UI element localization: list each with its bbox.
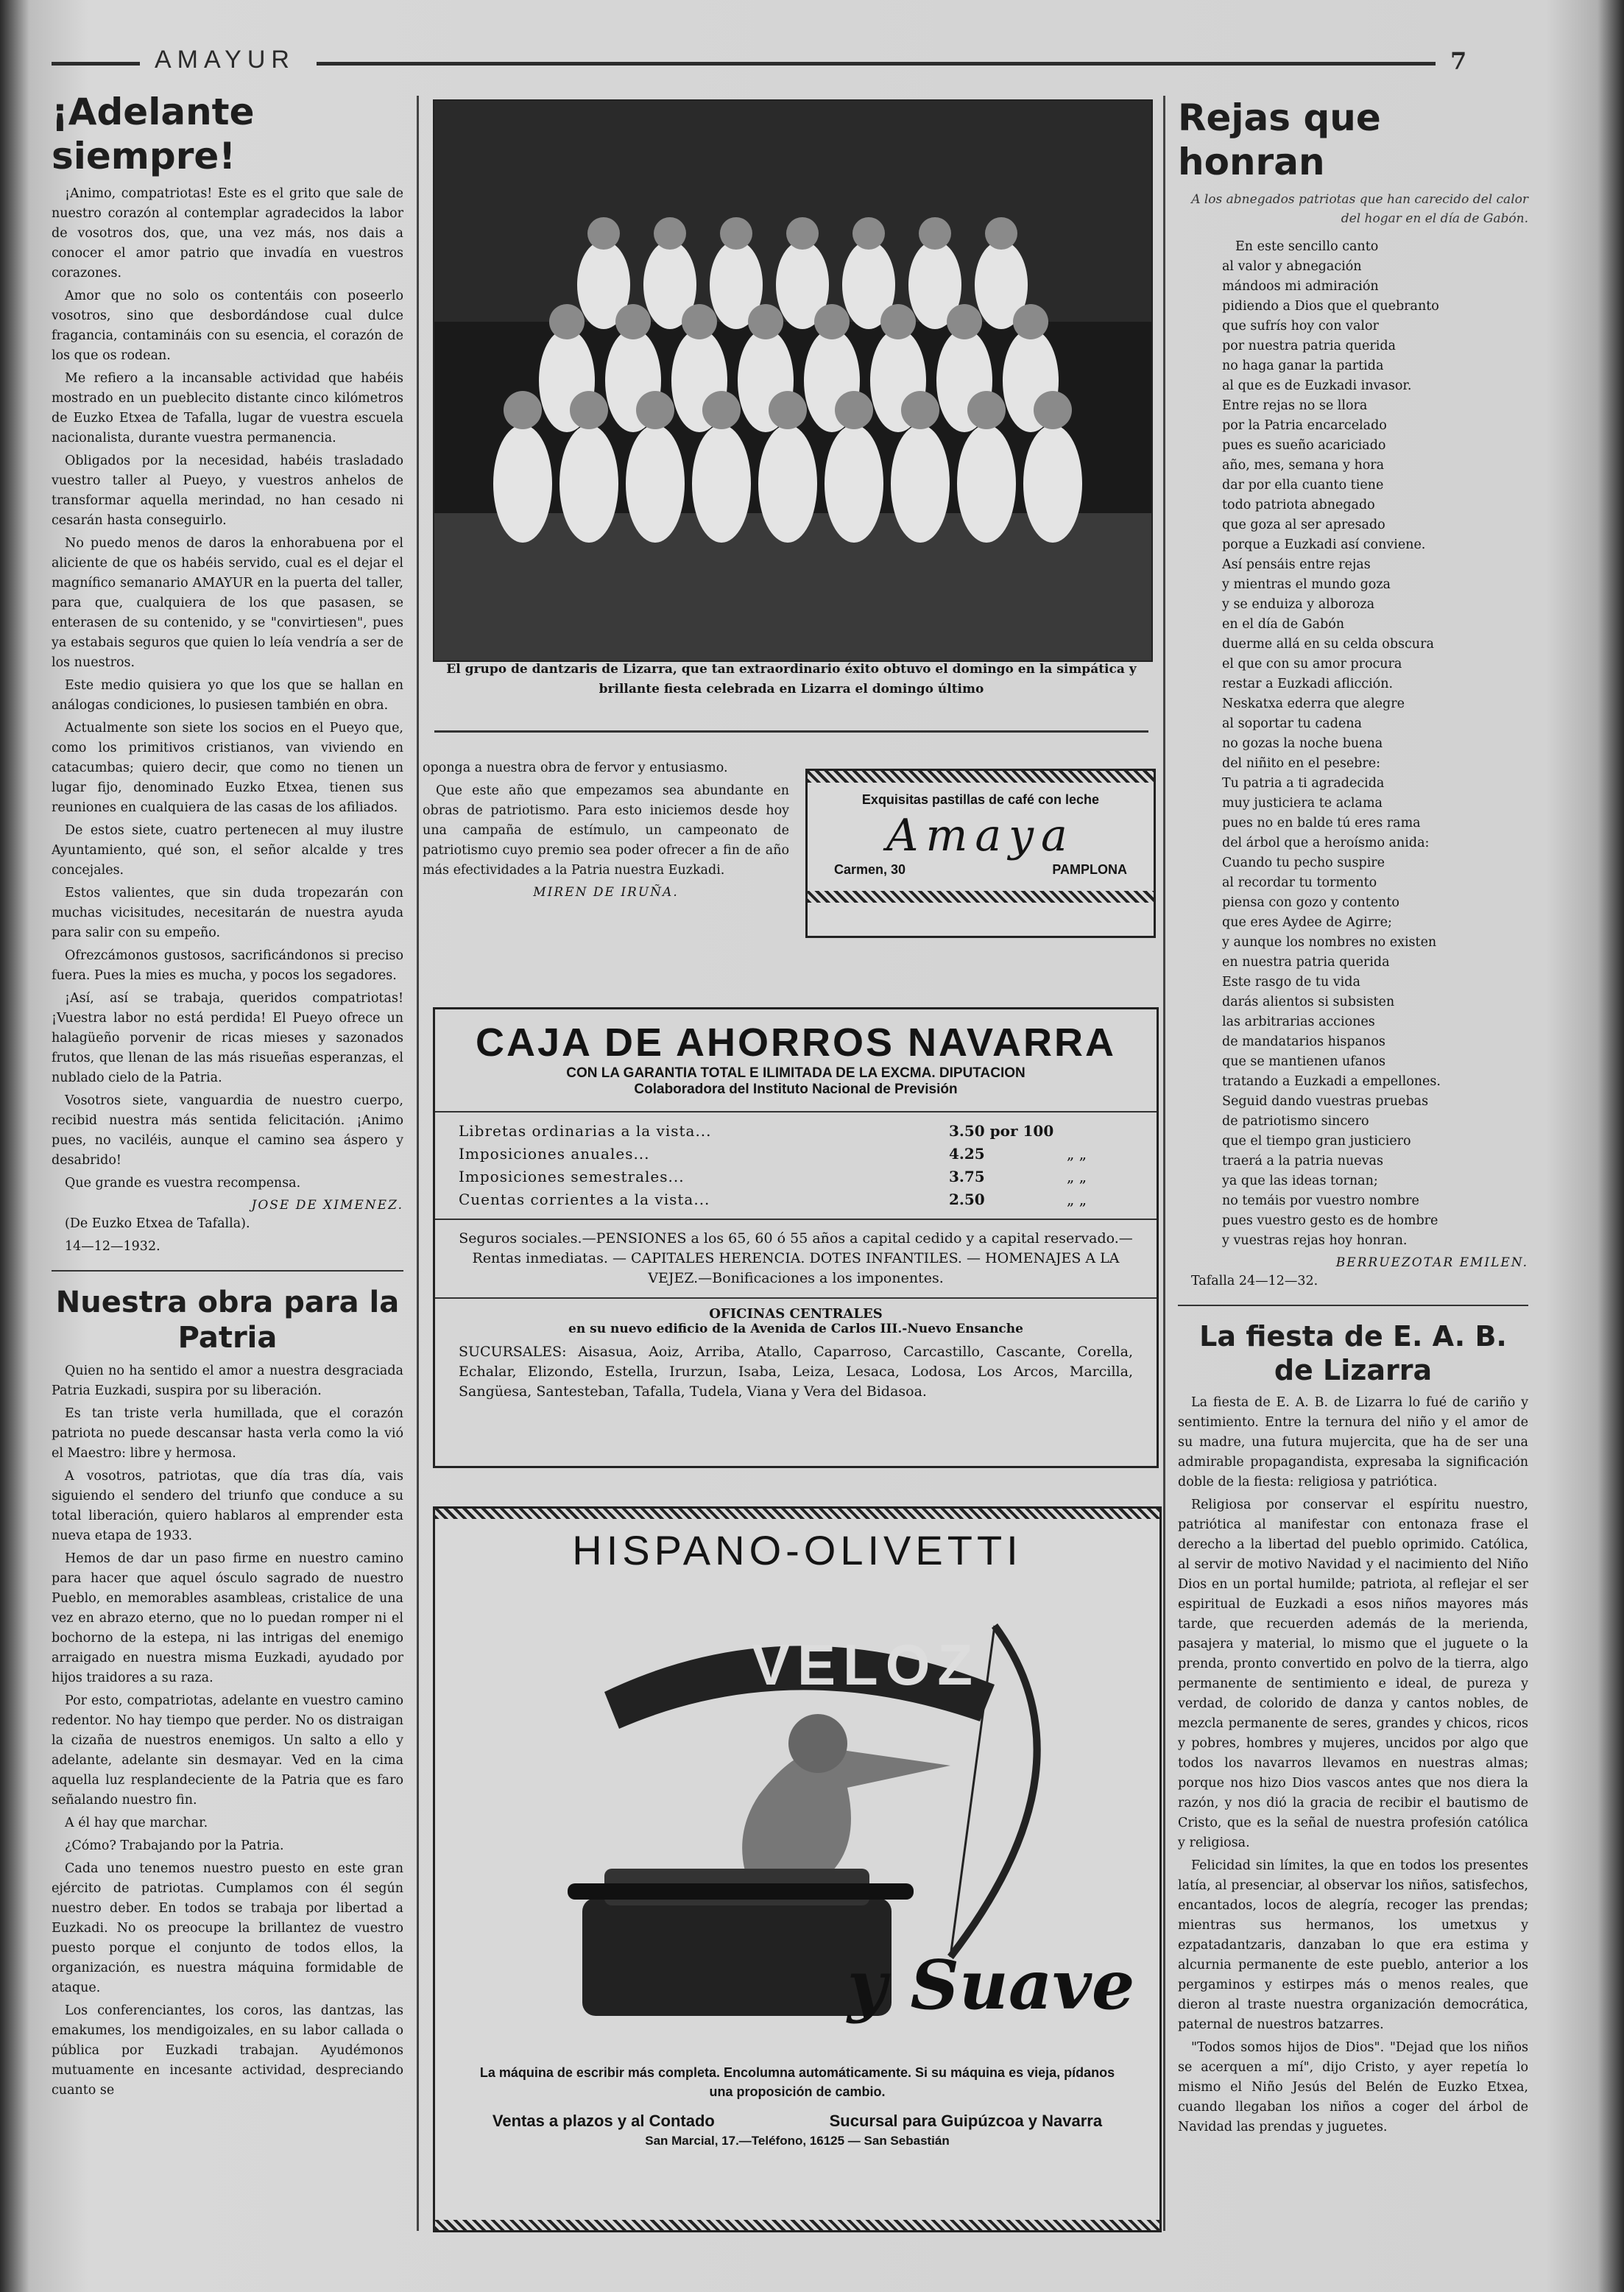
ad-border-pattern — [435, 1509, 1159, 1519]
rate-value: 3.75 — [949, 1168, 985, 1185]
arc-word-veloz: VELOZ — [752, 1632, 981, 1697]
paragraph: oponga a nuestra obra de fervor y entusiasmo. — [423, 761, 728, 775]
ad-caja-title: CAJA DE AHORROS NAVARRA — [475, 1020, 1117, 1065]
paragraph: Vosotros siete, vanguardia de nuestro cuerpo, recibid nuestra más sentida felicitación. ¡Animo pues, no vaciléis, aunque el camino sea áspero y desabrido! — [52, 1093, 403, 1168]
column-rule — [417, 96, 419, 2231]
rate-value: 3.50 por 100 — [949, 1122, 1054, 1140]
rate-row — [459, 1166, 1133, 1188]
ad-border-pattern — [808, 771, 1154, 783]
paragraph: Este medio quisiera yo que los que se hallan en análogas condiciones, lo pusiesen también en obra. — [52, 678, 403, 713]
ad-caja-branches: SUCURSALES: Aisasua, Aoiz, Arriba, Atallo, Caparroso, Carcastillo, Cascante, Corella, Echalar, Elizondo, Estella, Irurzun, Isaba, Leiza, Lesaca, Lodosa, Los Arcos, Marcilla, Sangüesa, Santesteban, Tafalla, Tudela, Viana y Vera del Bidasoa. — [459, 1344, 1133, 1400]
paragraph: ¿Cómo? Trabajando por la Patria. — [65, 1838, 284, 1853]
place-date: Tafalla 24—12—32. — [1191, 1274, 1318, 1288]
rate-label: Cuentas corrientes a la vista... — [459, 1191, 710, 1208]
paragraph: La fiesta de E. A. B. de Lizarra lo fué de cariño y sentimiento. Entre la ternura del niño y el amor de su madre, una futura mujercita, que ha de ser una admirable propagandista, expresaba la significación doble de la fiesta: religiosa y patriótica. — [1178, 1395, 1528, 1489]
paragraph: "Todos somos hijos de Dios". "Dejad que los niños se acerquen a mí", dijo Cristo, y ayer repetía lo mismo el Niño Jesús del Belén de Euzko Etxea, cuando llegaban los niños a coger del árbol de Navidad las prendas y juguetes. — [1178, 2040, 1528, 2134]
paragraph: ¡Animo, compatriotas! Este es el grito que sale de nuestro corazón al contemplar agradecidos la labor de vosotros dos, que, una vez más, nos dais a conocer el amor patrio que invadía en vuestros corazones. — [52, 186, 403, 281]
paragraph: Por esto, compatriotas, adelante en vuestro camino redentor. No hay tiempo que perder. No os distraigan la cizaña de nuestros enemigos. Un salto a ello y adelante, adelante sin desmayar. Ved en la cima aquella luz resplandeciente de la Patria que es faro señalando nuestro fin. — [52, 1693, 403, 1808]
rate-unit: „ „ — [1067, 1145, 1087, 1163]
header-rule-right — [317, 62, 1436, 66]
paragraph: Los conferenciantes, los coros, las dantzas, las emakumes, los mendigoizales, en su labor callada o pública por Euzkadi trabajan. Ayudémonos mutuamente en incesante actividad, despreciando cuanto se — [52, 2003, 403, 2098]
header-rule-left — [52, 62, 140, 66]
ad-amaya — [805, 769, 1156, 938]
rate-value: 4.25 — [949, 1145, 985, 1163]
paragraph: Estos valientes, que sin duda tropezarán con muchas vicisitudes, necesitarán de nuestra ayuda para salir con su empeño. — [52, 886, 403, 940]
rate-value: 2.50 — [949, 1191, 985, 1208]
paragraph: Me refiero a la incansable actividad que habéis mostrado en un pueblecito distante cinco kilómetros de Euzko Etxea de Tafalla, lugar de vuestra escuela nacionalista, durante vuestra permanencia. — [52, 371, 403, 445]
headline-fiesta: La fiesta de E. A. B. de Lizarra — [1199, 1320, 1507, 1386]
page-number: 7 — [1450, 47, 1467, 75]
ad-caja-offices: OFICINAS CENTRALES — [709, 1306, 883, 1322]
ad-caja-services: Seguros sociales.—PENSIONES a los 65, 60 ó 55 años a capital cedido y a capital reservado.—Rentas inmediatas. — CAPITALES HERENCIA. DOTES INFANTILES. — HOMENAJES A LA VEJEZ.—Bonificaciones a los imponentes. — [435, 1220, 1157, 1299]
article-date: 14—12—1932. — [65, 1239, 160, 1254]
newspaper-title: AMAYUR — [155, 46, 295, 74]
divider — [52, 1270, 403, 1272]
rate-row — [459, 1120, 1133, 1143]
ad-olivetti-sales-text: Ventas a plazos y al Contado — [492, 2112, 715, 2130]
paragraph: ¡Así, así se trabaja, queridos compatriotas! ¡Vuestra labor no está perdida! El Pueyo ofrece un halagüeño porvenir de ricas mieses y sazonados frutos, que llenan de las más risueñas esperanzas, el nublado cielo de la Patria. — [52, 991, 403, 1085]
article-adelante — [52, 90, 403, 2104]
paragraph: Hemos de dar un paso firme en nuestro camino para hacer que aquel ósculo sagrado de nuestro Pueblo, en memorables asambleas, cristalice de una vez en abrazo eterno, que no lo puedan romper ni el bochorno de la estepa, ni las intrigas del enemigo arraigado en nuestra misma Euzkadi, ayudado por hijos traidores a su raza. — [52, 1551, 403, 1685]
dantzaris-photo — [433, 99, 1153, 662]
ad-caja-rates — [435, 1111, 1157, 1220]
ad-amaya-tagline: Exquisitas pastillas de café con leche — [861, 792, 1100, 807]
paragraph: Cada uno tenemos nuestro puesto en este gran ejército de patriotas. Cumplamos con él según nuestro deber. En todos se trabaja por libertad a Euzkadi. No os preocupe la brillantez de vuestro puesto porque el conjunto de todos ellos, la organización, es nuestra máquina formidable de ataque. — [52, 1861, 403, 1995]
archer-typewriter-illustration — [435, 1574, 1159, 2060]
article-rejas — [1178, 96, 1528, 2140]
ad-amaya-address: Carmen, 30 — [834, 862, 906, 877]
signature-berruezotar: BERRUEZOTAR EMILEN. — [1335, 1255, 1528, 1270]
paragraph: Actualmente son siete los socios en el Pueyo que, como los primitivos cristianos, van viviendo en catacumbas; quiero decir, que como no tienen un lugar fijo, denominado Euzko Etxea, tienen sus reuniones en cualquiera de las casas de los afiliados. — [52, 721, 403, 815]
ad-olivetti-brand: HISPANO-OLIVETTI — [572, 1527, 1023, 1573]
headline-nuestra-obra: Nuestra obra para la Patria — [55, 1286, 400, 1355]
ad-olivetti-address: San Marcial, 17.—Teléfono, 16125 — San Sebastián — [645, 2134, 950, 2148]
rate-label: Libretas ordinarias a la vista... — [459, 1122, 712, 1140]
ad-border-pattern — [808, 891, 1154, 903]
ad-caja-subtitle: CON LA GARANTIA TOTAL E ILIMITADA DE LA EXCMA. DIPUTACION — [566, 1065, 1025, 1081]
ad-amaya-brand: Amaya — [886, 810, 1075, 861]
photo-caption: El grupo de dantzaris de Lizarra, que tan extraordinario éxito obtuvo el domingo en la simpática y brillante fiesta celebrada en Lizarra el domingo último — [446, 662, 1137, 697]
rate-unit — [1067, 1120, 1133, 1143]
rate-label: Imposiciones anuales... — [459, 1145, 650, 1163]
signature-ximenez: JOSE DE XIMENEZ. — [251, 1198, 403, 1213]
paragraph: Quien no ha sentido el amor a nuestra desgraciada Patria Euzkadi, suspira por su liberación. — [52, 1364, 403, 1398]
ad-hispano-olivetti — [433, 1506, 1162, 2232]
paragraph: No puedo menos de daros la enhorabuena por el aliciente de que os habéis servido, cual es el dejar el magnífico semanario AMAYUR en la puerta del taller, para que, cualquiera de los que pasasen, se enterasen de su contenido, y se "convirtiesen", pues ya estabais seguros que quien lo leía vendría a ser de los nuestros. — [52, 536, 403, 670]
rate-row — [459, 1143, 1133, 1166]
paragraph: A él hay que marchar. — [65, 1816, 208, 1830]
ad-caja-ahorros — [433, 1007, 1159, 1468]
rate-row — [459, 1188, 1133, 1211]
rate-unit: „ „ — [1067, 1191, 1087, 1208]
paragraph: De estos siete, cuatro pertenecen al muy ilustre Ayuntamiento, qué son, el señor alcalde y tres concejales. — [52, 823, 403, 878]
ad-caja-sub2: Colaboradora del Instituto Nacional de Previsión — [634, 1082, 958, 1097]
paragraph: A vosotros, patriotas, que día tras día, vais siguiendo el sendero del triunfo que conduce a su total liberación, quiero hablaros al emprender esta nueva etapa de 1933. — [52, 1469, 403, 1543]
headline-rejas: Rejas que honran — [1178, 96, 1381, 183]
rate-unit: „ „ — [1067, 1168, 1087, 1185]
origin-note: (De Euzko Etxea de Tafalla). — [65, 1216, 250, 1231]
divider — [434, 730, 1148, 733]
group-photo-illustration — [434, 101, 1151, 660]
article-continuation — [423, 758, 789, 901]
paragraph: Felicidad sin límites, la que en todos los presentes latía, al presenciar, al observar los niños, satisfechos, encantados, locos de alegría, recoger las prendas; mientras sus hermanos, los umetxus y ezpatadantzaris, danzaban lo que era estima y alcurnia permanente de este pueblo, anterior a los pergaminos y estirpes más o menos reales, que dieron al traste nuestra organización democrática, paternal de nuestros batzarres. — [1178, 1858, 1528, 2032]
ad-olivetti-branch: Sucursal para Guipúzcoa y Navarra — [829, 2112, 1103, 2130]
paragraph: Es tan triste verla humillada, que el corazón patriota no puede descansar hasta verla como la vió el Maestro: libre y hermosa. — [52, 1406, 403, 1461]
divider — [1178, 1305, 1528, 1306]
ad-olivetti-sales — [435, 2112, 1159, 2131]
ad-amaya-city: PAMPLONA — [1052, 862, 1127, 877]
dedication: A los abnegados patriotas que han carecido del calor del hogar en el día de Gabón. — [1191, 192, 1528, 226]
paragraph: Que grande es vuestra recompensa. — [65, 1176, 301, 1191]
ad-caja-offices-sub: en su nuevo edificio de la Avenida de Carlos III.-Nuevo Ensanche — [568, 1322, 1023, 1336]
rate-label: Imposiciones semestrales... — [459, 1168, 685, 1185]
headline-adelante: ¡Adelante siempre! — [52, 91, 255, 177]
page-header — [52, 46, 1531, 78]
paragraph: Obligados por la necesidad, habéis trasladado vuestro taller al Pueyo, y vuestros anhelos de transformar aquella merindad, no han cesado ni cesarán hasta conseguirlo. — [52, 454, 403, 528]
ad-amaya-contact — [808, 862, 1154, 878]
signature-iruna: MIREN DE IRUÑA. — [533, 885, 679, 900]
slogan-y-suave: y Suave — [847, 1945, 1135, 2025]
column-rule — [1163, 96, 1165, 2231]
paragraph: Que este año que empezamos sea abundante en obras de patriotismo. Para esto iniciemos desde hoy una campaña de estímulo, un campeonato de patriotismo cuyo premio sea poder ofrecer a fin de año más efectividades a la Patria nuestra Euzkadi. — [423, 783, 789, 878]
poem: En este sencillo canto al valor y abnegación mándoos mi admiración pidiendo a Dios que el quebranto que sufrís hoy con valor por nuestra patria querida no haga ganar la partida al que es de Euzkadi invasor. Entre rejas no se llora por la Patria encarcelado pues es sueño acariciado año, mes, semana y hora dar por ella cuanto tiene todo patriota abnegado que goza al ser apresado porque a Euzkadi así conviene. Así pensáis entre rejas y mientras el mundo goza y se enduiza y alboroza en el día de Gabón duerme allá en su celda obscura el que con su amor procura restar a Euzkadi aflicción. Neskatxa ederra que alegre al soportar tu cadena no gozas la noche buena del niñito en el pesebre: Tu patria a ti agradecida muy justiciera te aclama pues no en balde tú eres rama del árbol que a heroísmo anida: Cuando tu pecho suspire al recordar tu tormento piensa con gozo y contento que eres Aydee de Agirre; y aunque los nombres no existen en nuestra patria querida Este rasgo de tu vida darás alientos si subsisten las arbitrarias acciones de mandatarios hispanos que se mantienen ufanos tratando a Euzkadi a empellones. Seguid dando vuestras pruebas de patriotismo sincero que el tiempo gran justiciero traerá a la patria nuevas ya que las ideas tornan; no temáis por vuestro nombre pues vuestro gesto es de hombre y vuestras rejas hoy honran. — [1222, 239, 1441, 1248]
ad-olivetti-tagline: La máquina de escribir más completa. Encolumna automáticamente. Si su máquina es vieja, pídanos una proposición de cambio. — [479, 2065, 1115, 2099]
paragraph: Religiosa por conservar el espíritu nuestro, patriótica al manifestar con entonaza frase el derecho a la libertad del pueblo oprimido. Católica, al servir de motivo Navidad y el nacimiento del Niño Dios en un portal humilde; patriota, al reflejar el ser espiritual de Euzkadi a esos niños mayores más tarde, que recuerden además de la merienda, pasajera y material, lo mismo que el juguete o la prenda, pronto convertido en polvo de la tierra, algo permanente de sentimiento e ideal, de pureza y verdad, de colorido de danza y cantos nobles, de mezcla permanente de seres, grandes y chicos, ricos y pobres, hombres y mujeres, uncidos por algo que todos los navarros llevamos en nuestras almas; porque nos hizo Dios vascos antes que nos diera la razón, y nos dió la gracia de recibir el bautismo de Cristo, que es la señal de nuestra profesión católica y religiosa. — [1178, 1498, 1528, 1850]
paragraph: Amor que no solo os contentáis con poseerlo vosotros, sino que desbordándose cual dulce fragancia, contamináis con su esencia, el corazón de los que os rodean. — [52, 289, 403, 363]
paragraph: Ofrezcámonos gustosos, sacrificándonos si preciso fuera. Pues la mies es mucha, y pocos los segadores. — [52, 948, 403, 983]
ad-border-pattern — [435, 2220, 1159, 2230]
poem-block — [1178, 237, 1528, 1270]
